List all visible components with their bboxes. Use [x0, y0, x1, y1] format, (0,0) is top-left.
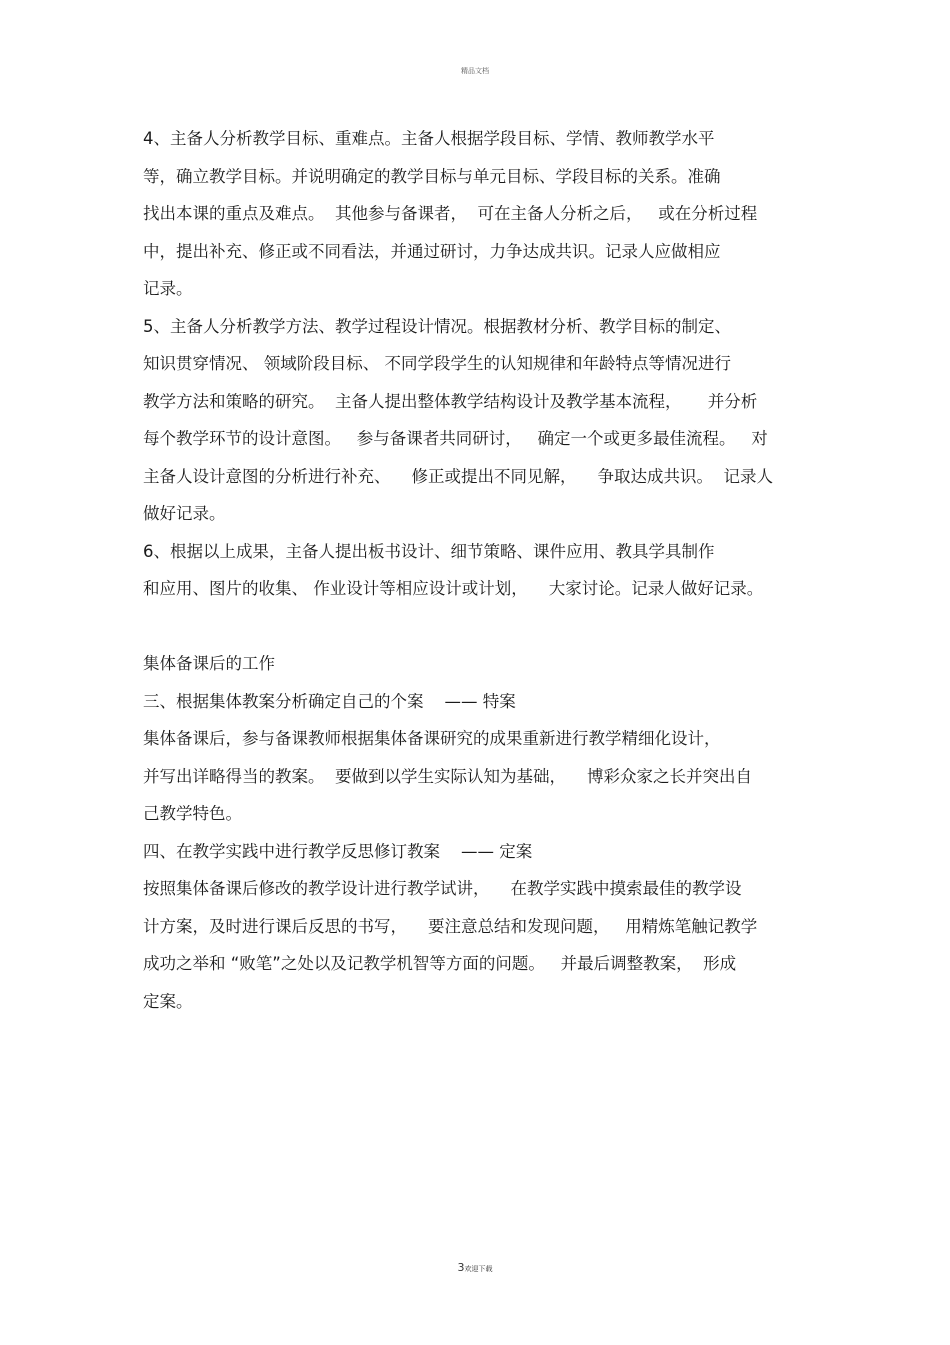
section-heading: 集体备课后的工作 — [143, 654, 275, 673]
page-footer — [0, 1261, 950, 1274]
text-line: 等，确立教学目标。并说明确定的教学目标与单元目标、学段目标的关系。准确 — [143, 166, 721, 186]
page-header: 精品文档 — [461, 67, 489, 75]
text-line: 定案。 — [143, 991, 193, 1011]
text-line: 6、根据以上成果，主备人提出板书设计、细节策略、课件应用、教具学具制作 — [143, 541, 715, 561]
text-line: 和应用、图片的收集、 作业设计等相应设计或计划， 大家讨论。记录人做好记录。 — [143, 579, 764, 598]
footer-text: 欢迎下载 — [464, 1265, 493, 1273]
text-line: 教学方法和策略的研究。 主备人提出整体教学结构设计及教学基本流程， 并分析 — [143, 391, 758, 411]
blank-line — [143, 608, 823, 646]
text-line: 集体备课后，参与备课教师根据集体备课研究的成果重新进行教学精细化设计， — [143, 729, 721, 748]
document-body — [143, 120, 823, 1020]
text-line: 按照集体备课后修改的教学设计进行教学试讲， 在教学实践中摸索最佳的教学设 — [143, 879, 742, 898]
text-line: 三、根据集体教案分析确定自己的个案 —— 特案 — [143, 691, 516, 711]
text-line: 做好记录。 — [143, 504, 226, 523]
page-number: 3 — [457, 1261, 465, 1274]
text-line: 中，提出补充、修正或不同看法，并通过研讨，力争达成共识。记录人应做相应 — [143, 241, 721, 261]
text-line: 四、在教学实践中进行教学反思修订教案 —— 定案 — [143, 841, 533, 861]
text-line: 成功之举和 “败笔”之处以及记教学机智等方面的问题。 并最后调整教案， 形成 — [143, 954, 737, 973]
text-line: 记录。 — [143, 279, 193, 298]
text-line: 找出本课的重点及难点。 其他参与备课者， 可在主备人分析之后， 或在分析过程 — [143, 204, 758, 223]
text-line: 己教学特色。 — [143, 804, 242, 823]
text-line: 计方案，及时进行课后反思的书写， 要注意总结和发现问题， 用精炼笔触记教学 — [143, 916, 758, 936]
text-line: 5、主备人分析教学方法、教学过程设计情况。根据教材分析、教学目标的制定、 — [143, 316, 731, 336]
text-line: 每个教学环节的设计意图。 参与备课者共同研讨， 确定一个或更多最佳流程。 对 — [143, 429, 768, 448]
text-line: 知识贯穿情况、 领域阶段目标、 不同学段学生的认知规律和年龄特点等情况进行 — [143, 354, 731, 373]
text-line: 并写出详略得当的教案。 要做到以学生实际认知为基础， 博彩众家之长并突出自 — [143, 766, 752, 786]
text-line: 4、主备人分析教学目标、重难点。主备人根据学段目标、学情、教师教学水平 — [143, 129, 715, 148]
text-line: 主备人设计意图的分析进行补充、 修正或提出不同见解， 争取达成共识。 记录人 — [143, 466, 773, 486]
